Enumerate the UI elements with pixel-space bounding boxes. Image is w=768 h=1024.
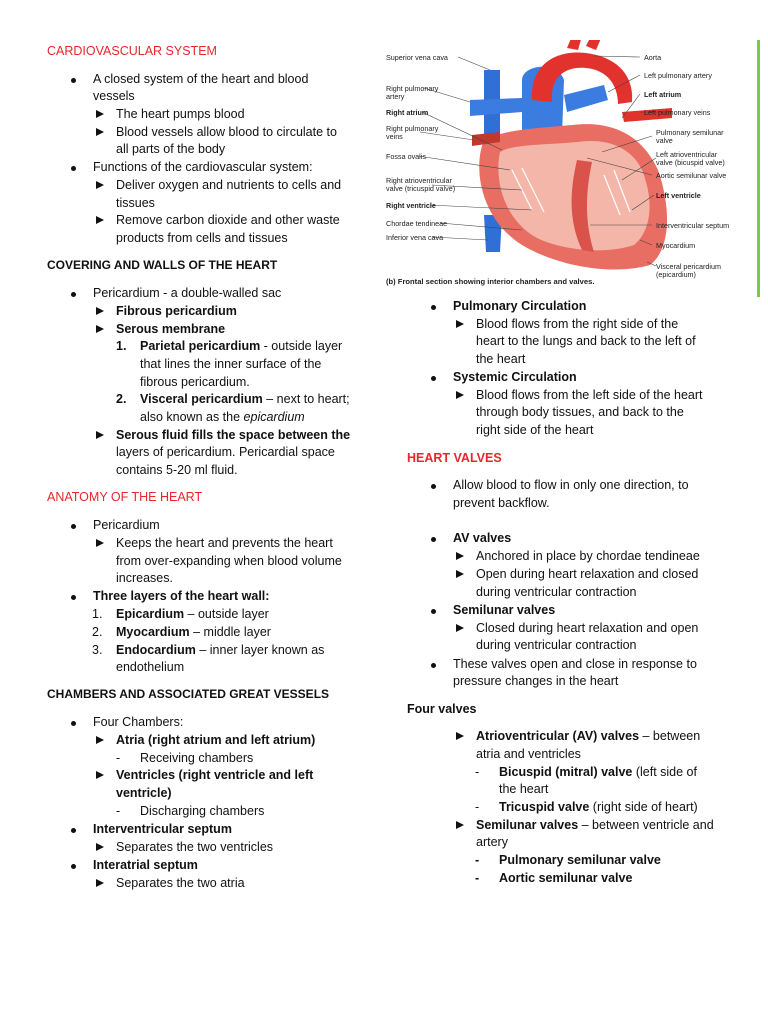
list-item: A closed system of the heart and blood	[93, 71, 308, 89]
numbered-item	[92, 624, 271, 642]
list-item-cont: fibrous pericardium.	[140, 375, 250, 389]
list-item: Allow blood to flow in only one direction, to	[453, 477, 689, 495]
heading-covering-walls: COVERING AND WALLS OF THE HEART	[47, 258, 278, 272]
figure-label: Left pulmonary veins	[644, 108, 711, 117]
list-item: Keeps the heart and prevents the heart	[116, 535, 333, 553]
list-item: Pulmonary Circulation	[453, 298, 586, 316]
list-item: Four Chambers:	[93, 714, 183, 732]
figure-label: valve (bicuspid valve)	[656, 158, 725, 167]
dash-item	[475, 852, 661, 870]
list-item-cont: increases.	[116, 571, 173, 585]
figure-caption: (b) Frontal section showing interior chambers and valves.	[386, 277, 595, 286]
figure-label: Myocardium	[656, 241, 696, 250]
list-item: Blood vessels allow blood to circulate to	[116, 124, 337, 142]
list-item-cont: during ventricular contraction	[476, 585, 637, 599]
list-item: Interventricular septum	[93, 821, 232, 839]
figure-label: Right pulmonary	[386, 124, 439, 133]
term-desc: (right side of heart)	[589, 800, 698, 814]
term-desc: – between ventricle and	[578, 818, 714, 832]
figure-label: Left atrioventricular	[656, 150, 718, 159]
term: Aortic semilunar valve	[499, 871, 633, 885]
heading-chambers: CHAMBERS AND ASSOCIATED GREAT VESSELS	[47, 687, 330, 701]
dash-marker: -	[116, 804, 121, 818]
term: Parietal pericardium	[140, 339, 261, 353]
list-item-cont: endothelium	[116, 660, 185, 674]
list-item-cont: prevent backflow.	[453, 496, 550, 510]
figure-label: Visceral pericardium	[656, 262, 721, 271]
list-item-cont: vessels	[93, 89, 135, 103]
list-item: Separates the two atria	[116, 875, 245, 893]
term-desc: – next to heart;	[262, 392, 350, 406]
list-item: These valves open and close in response to	[453, 656, 697, 674]
figure-label: Right atrioventricular	[386, 176, 452, 185]
number-marker: 2.	[92, 625, 103, 639]
list-item-cont: from over-expanding when blood volume	[116, 554, 342, 568]
number-marker: 1.	[116, 339, 127, 353]
dash-item	[116, 750, 254, 768]
list-item-cont: that lines the inner surface of the	[140, 357, 322, 371]
list-item: Serous fluid fills the space between the	[116, 427, 350, 445]
list-item: Closed during heart relaxation and open	[476, 620, 698, 638]
list-item: Separates the two ventricles	[116, 839, 273, 857]
figure-label: Chordae tendineae	[386, 219, 448, 228]
list-item-cont: ventricle)	[116, 786, 172, 800]
numbered-item	[116, 391, 350, 409]
right-pulmonary-artery-shape	[470, 98, 522, 116]
figure-label: Inferior vena cava	[386, 233, 444, 242]
figure-label: Left ventricle	[656, 191, 701, 200]
number-marker: 1.	[92, 607, 103, 621]
list-item	[476, 817, 714, 835]
italic-term: epicardium	[243, 410, 305, 424]
term-desc: – middle layer	[189, 625, 271, 639]
figure-label: Superior vena cava	[386, 53, 448, 62]
term-desc: – inner layer known as	[195, 643, 325, 657]
figure-label: (epicardium)	[656, 270, 696, 279]
dash-item	[475, 799, 698, 817]
figure-label: Right pulmonary	[386, 84, 439, 93]
heart-diagram	[372, 40, 760, 297]
term: Atrioventricular (AV) valves	[476, 729, 640, 743]
list-item: Pericardium - a double-walled sac	[93, 285, 281, 303]
list-item-cont: through body tissues, and back to the	[476, 405, 684, 419]
dash-marker: -	[475, 871, 480, 885]
term-desc: – outside layer	[184, 607, 269, 621]
list-item: Interatrial septum	[93, 857, 198, 875]
dash-marker: -	[116, 751, 121, 765]
figure-label: Right ventricle	[386, 201, 436, 210]
numbered-item	[116, 338, 343, 356]
list-item-cont: pressure changes in the heart	[453, 674, 619, 688]
list-item: Anchored in place by chordae tendineae	[476, 548, 700, 566]
heading-four-valves: Four valves	[407, 702, 477, 716]
term-desc: - outside layer	[260, 339, 343, 353]
term-desc: – between	[639, 729, 701, 743]
dash-item	[475, 764, 697, 782]
list-item-cont: during ventricular contraction	[476, 638, 637, 652]
list-item: Three layers of the heart wall:	[93, 588, 269, 606]
term: Visceral pericardium	[140, 392, 263, 406]
list-item: AV valves	[453, 530, 511, 548]
list-item-cont: contains 5-20 ml fluid.	[116, 463, 238, 477]
list-item: Blood flows from the right side of the	[476, 316, 678, 334]
list-item-cont: right side of the heart	[476, 423, 594, 437]
term: Epicardium	[116, 607, 185, 621]
list-item: Remove carbon dioxide and other waste	[116, 212, 340, 230]
list-item-cont: the heart	[476, 352, 526, 366]
term: Endocardium	[116, 643, 196, 657]
list-item: Open during heart relaxation and closed	[476, 566, 698, 584]
figure-label: Left pulmonary artery	[644, 71, 712, 80]
list-item: Ventricles (right ventricle and left	[116, 767, 313, 785]
list-item: The heart pumps blood	[116, 106, 245, 124]
dash-marker: -	[475, 800, 480, 814]
figure-label: veins	[386, 132, 403, 141]
list-item-cont: the heart	[499, 782, 549, 796]
list-item-cont: layers of pericardium. Pericardial space	[116, 445, 335, 459]
number-marker: 3.	[92, 643, 103, 657]
list-item: Serous membrane	[116, 321, 225, 339]
figure-label: valve (tricuspid valve)	[386, 184, 456, 193]
figure-label: Aortic semilunar valve	[656, 171, 727, 180]
figure-label: artery	[386, 92, 405, 101]
term: Pulmonary semilunar valve	[499, 853, 661, 867]
figure-label: Fossa ovalis	[386, 152, 426, 161]
figure-label: Aorta	[644, 53, 662, 62]
list-item: Atria (right atrium and left atrium)	[116, 732, 315, 750]
text: Discharging chambers	[140, 804, 265, 818]
number-marker: 2.	[116, 392, 127, 406]
figure-label: Interventricular septum	[656, 221, 730, 230]
figure-border	[757, 40, 760, 297]
dash-item	[116, 803, 265, 821]
figure-label: Left atrium	[644, 90, 682, 99]
dash-marker: -	[475, 853, 480, 867]
list-item: Functions of the cardiovascular system:	[93, 159, 313, 177]
dash-item	[475, 870, 633, 888]
list-item-cont: tissues	[116, 196, 155, 210]
list-item: Fibrous pericardium	[116, 303, 237, 321]
figure-label: Right atrium	[386, 108, 429, 117]
list-item: Pericardium	[93, 517, 160, 535]
list-item: Systemic Circulation	[453, 369, 577, 387]
term: Tricuspid valve	[499, 800, 590, 814]
heading-cardiovascular-system: CARDIOVASCULAR SYSTEM	[47, 44, 217, 58]
list-item-cont: heart to the lungs and back to the left of	[476, 334, 696, 348]
list-item: Deliver oxygen and nutrients to cells and	[116, 177, 341, 195]
term: Bicuspid (mitral) valve	[499, 765, 633, 779]
term: Myocardium	[116, 625, 190, 639]
list-item: Blood flows from the left side of the heart	[476, 387, 703, 405]
list-item	[476, 728, 700, 746]
list-item-cont: artery	[476, 835, 508, 849]
figure-label: valve	[656, 136, 673, 145]
text: also known as the	[140, 410, 244, 424]
heading-anatomy: ANATOMY OF THE HEART	[47, 490, 203, 504]
list-item-cont: atria and ventricles	[476, 747, 581, 761]
list-item: Semilunar valves	[453, 602, 555, 620]
numbered-item	[92, 642, 325, 660]
left-pulmonary-artery-shape	[564, 85, 608, 112]
term: Semilunar valves	[476, 818, 579, 832]
dash-marker: -	[475, 765, 480, 779]
term-desc: (left side of	[632, 765, 697, 779]
list-item-cont	[140, 409, 305, 427]
figure-label: Pulmonary semilunar	[656, 128, 724, 137]
list-item-cont: all parts of the body	[116, 142, 226, 156]
list-item-cont: products from cells and tissues	[116, 231, 288, 245]
heading-heart-valves: HEART VALVES	[407, 451, 502, 465]
text: Receiving chambers	[140, 751, 254, 765]
numbered-item	[92, 606, 269, 624]
